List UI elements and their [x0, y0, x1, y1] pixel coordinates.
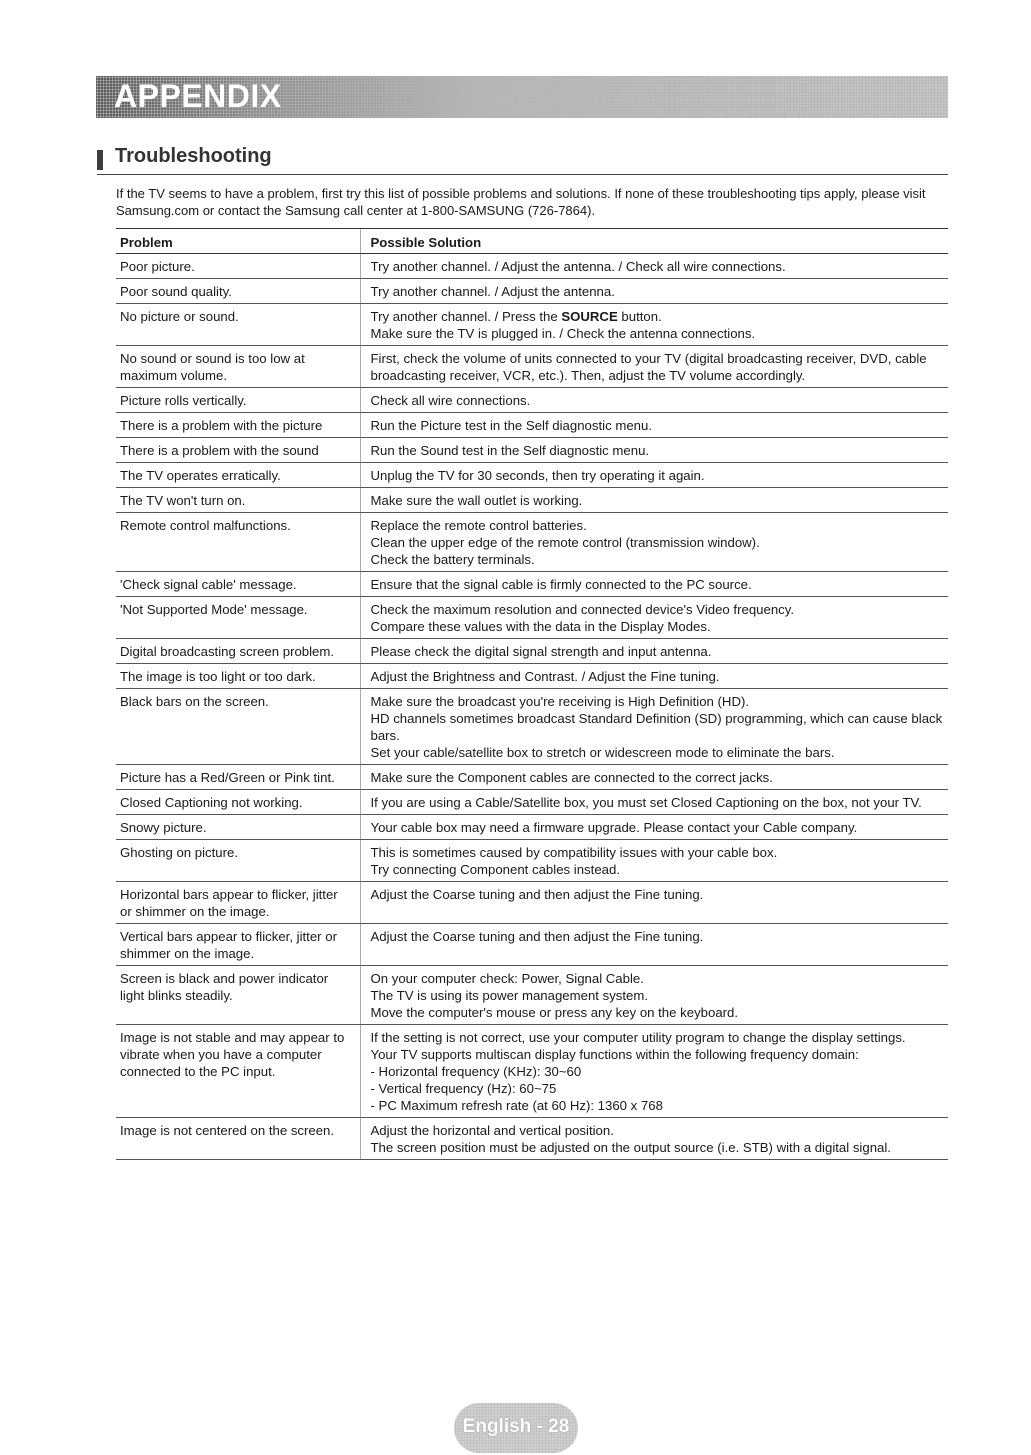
problem-cell: 'Not Supported Mode' message.: [116, 597, 360, 639]
solution-line: Set your cable/satellite box to stretch or widescreen mode to eliminate the bars.: [370, 745, 835, 760]
solution-cell: [360, 815, 948, 840]
solution-cell: [360, 438, 948, 463]
solution-cell: [360, 765, 948, 790]
table-row: [116, 790, 948, 815]
solution-line: Adjust the horizontal and vertical position.: [370, 1123, 614, 1138]
section-title: Troubleshooting: [115, 145, 272, 167]
table-row: [116, 924, 948, 966]
appendix-header-bar: [96, 76, 948, 118]
problem-cell: Ghosting on picture.: [116, 840, 360, 882]
solution-line: The screen position must be adjusted on the output source (i.e. STB) with a digital signal.: [370, 1140, 891, 1155]
table-row: [116, 488, 948, 513]
solution-cell: [360, 689, 948, 765]
table-row: [116, 664, 948, 689]
solution-line: This is sometimes caused by compatibility issues with your cable box.: [370, 845, 778, 860]
solution-cell: [360, 966, 948, 1025]
solution-text: Try another channel. / Press the: [370, 309, 562, 324]
table-row: [116, 1025, 948, 1118]
solution-line: - PC Maximum refresh rate (at 60 Hz): 1360 x 768: [370, 1098, 663, 1113]
solution-cell: [360, 597, 948, 639]
table-header-row: [116, 229, 948, 254]
table-row: [116, 438, 948, 463]
problem-cell: Poor picture.: [116, 254, 360, 279]
intro-paragraph: If the TV seems to have a problem, first try this list of possible problems and solutions. If none of these troubleshooting tips apply, please visit Samsung.com or contact the Samsung call center at 1-800-SAMSUNG (726-7864).: [116, 186, 926, 218]
solution-cell: [360, 664, 948, 689]
solution-cell: [360, 254, 948, 279]
problem-cell: Snowy picture.: [116, 815, 360, 840]
solution-line: The TV is using its power management system.: [370, 988, 649, 1003]
problem-cell: Image is not centered on the screen.: [116, 1118, 360, 1160]
solution-cell: [360, 572, 948, 597]
problem-cell: Picture has a Red/Green or Pink tint.: [116, 765, 360, 790]
solution-line: Check the battery terminals.: [370, 552, 535, 567]
table-row: [116, 413, 948, 438]
solution-line: Check the maximum resolution and connected device's Video frequency.: [370, 602, 795, 617]
troubleshooting-table: [116, 228, 948, 1160]
table-row: [116, 815, 948, 840]
page-number-badge: [454, 1403, 578, 1453]
problem-cell: No picture or sound.: [116, 304, 360, 346]
solution-line: If the setting is not correct, use your computer utility program to change the display settings.: [370, 1030, 906, 1045]
solution-line: Try connecting Component cables instead.: [370, 862, 620, 877]
problem-cell: Remote control malfunctions.: [116, 513, 360, 572]
problem-cell: Picture rolls vertically.: [116, 388, 360, 413]
solution-line: If you are using a Cable/Satellite box, you must set Closed Captioning on the box, not your TV.: [370, 795, 922, 810]
problem-cell: Horizontal bars appear to flicker, jitter or shimmer on the image.: [116, 882, 360, 924]
problem-cell: There is a problem with the picture: [116, 413, 360, 438]
solution-cell: [360, 1025, 948, 1118]
solution-line: Clean the upper edge of the remote control (transmission window).: [370, 535, 760, 550]
problem-cell: Vertical bars appear to flicker, jitter or shimmer on the image.: [116, 924, 360, 966]
problem-cell: The TV operates erratically.: [116, 463, 360, 488]
problem-cell: Poor sound quality.: [116, 279, 360, 304]
solution-line: Try another channel. / Adjust the antenna.: [370, 284, 615, 299]
solution-line: Please check the digital signal strength and input antenna.: [370, 644, 712, 659]
appendix-title: APPENDIX: [114, 78, 282, 114]
solution-cell: [360, 1118, 948, 1160]
problem-cell: Closed Captioning not working.: [116, 790, 360, 815]
table-row: [116, 254, 948, 279]
solution-line: Unplug the TV for 30 seconds, then try operating it again.: [370, 468, 705, 483]
solution-line: Run the Sound test in the Self diagnostic menu.: [370, 443, 650, 458]
solution-cell: [360, 840, 948, 882]
solution-cell: [360, 790, 948, 815]
problem-cell: There is a problem with the sound: [116, 438, 360, 463]
solution-line: Adjust the Coarse tuning and then adjust the Fine tuning.: [370, 887, 704, 902]
solution-cell: [360, 639, 948, 664]
table-row: [116, 572, 948, 597]
solution-text: button.: [617, 309, 662, 324]
solution-line: Ensure that the signal cable is firmly connected to the PC source.: [370, 577, 752, 592]
solution-line: Make sure the wall outlet is working.: [370, 493, 583, 508]
solution-line: - Vertical frequency (Hz): 60~75: [370, 1081, 557, 1096]
solution-line: Move the computer's mouse or press any key on the keyboard.: [370, 1005, 739, 1020]
solution-line: Adjust the Coarse tuning and then adjust the Fine tuning.: [370, 929, 704, 944]
solution-line: Your cable box may need a firmware upgrade. Please contact your Cable company.: [370, 820, 858, 835]
table-row: [116, 765, 948, 790]
table-row: [116, 689, 948, 765]
section-divider: [97, 174, 948, 175]
solution-line: - Horizontal frequency (KHz): 30~60: [370, 1064, 582, 1079]
solution-line: On your computer check: Power, Signal Cable.: [370, 971, 644, 986]
problem-cell: Black bars on the screen.: [116, 689, 360, 765]
solution-cell: [360, 304, 948, 346]
solution-cell: [360, 279, 948, 304]
solution-cell: [360, 388, 948, 413]
solution-line: First, check the volume of units connected to your TV (digital broadcasting receiver, DVD, cable broadcasting receiver, VCR, etc.). Then, adjust the TV volume accordingly.: [370, 351, 927, 383]
solution-cell: [360, 463, 948, 488]
table-row: [116, 639, 948, 664]
solution-line: Compare these values with the data in the Display Modes.: [370, 619, 711, 634]
table-row: [116, 304, 948, 346]
solution-cell: [360, 413, 948, 438]
solution-line: Adjust the Brightness and Contrast. / Adjust the Fine tuning.: [370, 669, 720, 684]
problem-cell: Digital broadcasting screen problem.: [116, 639, 360, 664]
solution-line: Make sure the broadcast you're receiving is High Definition (HD).: [370, 694, 750, 709]
solution-cell: [360, 924, 948, 966]
solution-column-header: Possible Solution: [360, 229, 948, 254]
solution-line: HD channels sometimes broadcast Standard Definition (SD) programming, which can cause black bars.: [370, 711, 943, 743]
solution-line: Your TV supports multiscan display functions within the following frequency domain:: [370, 1047, 859, 1062]
table-row: [116, 513, 948, 572]
table-row: [116, 597, 948, 639]
section-marker: [97, 150, 103, 170]
table-row: [116, 882, 948, 924]
table-row: [116, 463, 948, 488]
solution-line: Make sure the Component cables are connected to the correct jacks.: [370, 770, 773, 785]
table-row: [116, 388, 948, 413]
solution-cell: [360, 882, 948, 924]
solution-cell: [360, 513, 948, 572]
table-row: [116, 346, 948, 388]
problem-cell: The TV won't turn on.: [116, 488, 360, 513]
source-button-label: SOURCE: [561, 309, 618, 324]
problem-cell: The image is too light or too dark.: [116, 664, 360, 689]
problem-cell: No sound or sound is too low at maximum volume.: [116, 346, 360, 388]
solution-line: [371, 308, 949, 325]
table-body: [116, 254, 948, 1160]
problem-column-header: Problem: [116, 229, 360, 254]
solution-cell: [360, 346, 948, 388]
solution-line: Check all wire connections.: [370, 393, 531, 408]
table-row: [116, 966, 948, 1025]
solution-cell: [360, 488, 948, 513]
solution-line: Run the Picture test in the Self diagnostic menu.: [370, 418, 652, 433]
table-row: [116, 840, 948, 882]
problem-cell: 'Check signal cable' message.: [116, 572, 360, 597]
page-number: English - 28: [462, 1416, 570, 1437]
table-row: [116, 1118, 948, 1160]
solution-line: Try another channel. / Adjust the antenna. / Check all wire connections.: [370, 259, 786, 274]
problem-cell: Image is not stable and may appear to vibrate when you have a computer connected to the PC input.: [116, 1025, 360, 1118]
problem-cell: Screen is black and power indicator light blinks steadily.: [116, 966, 360, 1025]
solution-line: Replace the remote control batteries.: [370, 518, 587, 533]
solution-line: Make sure the TV is plugged in. / Check the antenna connections.: [370, 326, 756, 341]
table-row: [116, 279, 948, 304]
